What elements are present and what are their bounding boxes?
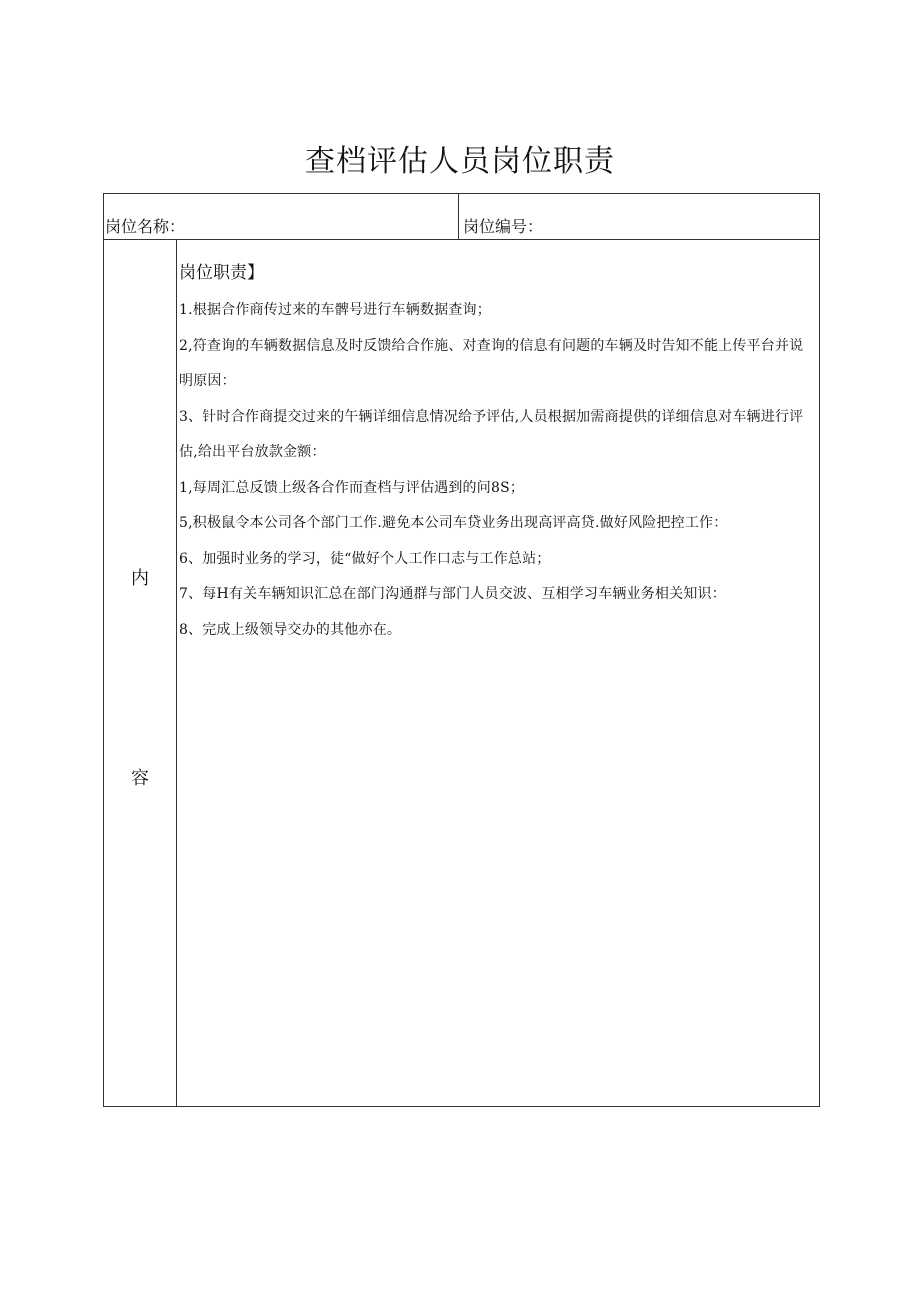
position-name-label: 岗位名称： bbox=[105, 217, 186, 236]
side-label-char-2: 容 bbox=[131, 768, 149, 789]
duty-item-7: 7、每H有关车辆知识汇总在部门沟通群与部门人员交波、互相学习车辆业务相关知识： bbox=[179, 586, 726, 602]
header-divider bbox=[104, 239, 819, 240]
side-label-char-1: 内 bbox=[131, 568, 149, 589]
header-column-divider bbox=[458, 194, 459, 239]
duties-heading: 岗位职责】 bbox=[179, 263, 264, 283]
duty-item-8: 8、完成上级领导交办的其他亦在。 bbox=[179, 621, 402, 638]
duty-item-2: 2,符查询的车辆数据信息及时反馈给合作施、对查询的信息有问题的车辆及时告知不能上传平台并说明原因： bbox=[179, 337, 804, 389]
duty-item-5: 5,积极鼠令本公司各个部门工作.避免本公司车贷业务出现高评高贷.做好风险把控工作： bbox=[179, 515, 728, 531]
position-number-label: 岗位编号： bbox=[463, 217, 544, 236]
duties-content bbox=[179, 256, 815, 648]
duty-item-4: 1,每周汇总反馈上级各合作而查档与评估遇到的问8S； bbox=[179, 479, 525, 496]
duty-form-table bbox=[103, 193, 820, 1107]
duty-item-6: 6、加强时业务的学习，徒“做好个人工作口志与工作总站； bbox=[179, 550, 551, 567]
document-title: 查档评估人员岗位职责 bbox=[305, 144, 615, 179]
duty-item-3: 3、针时合作商提交过来的午辆详细信息情况给予评估,人员根据加需商提供的详细信息对车辆进行评估,给出平台放款金额： bbox=[179, 408, 804, 460]
duty-item-1: 1.根据合作商传过来的车髀号进行车辆数据查询； bbox=[179, 302, 491, 318]
side-column-divider bbox=[176, 239, 177, 1107]
